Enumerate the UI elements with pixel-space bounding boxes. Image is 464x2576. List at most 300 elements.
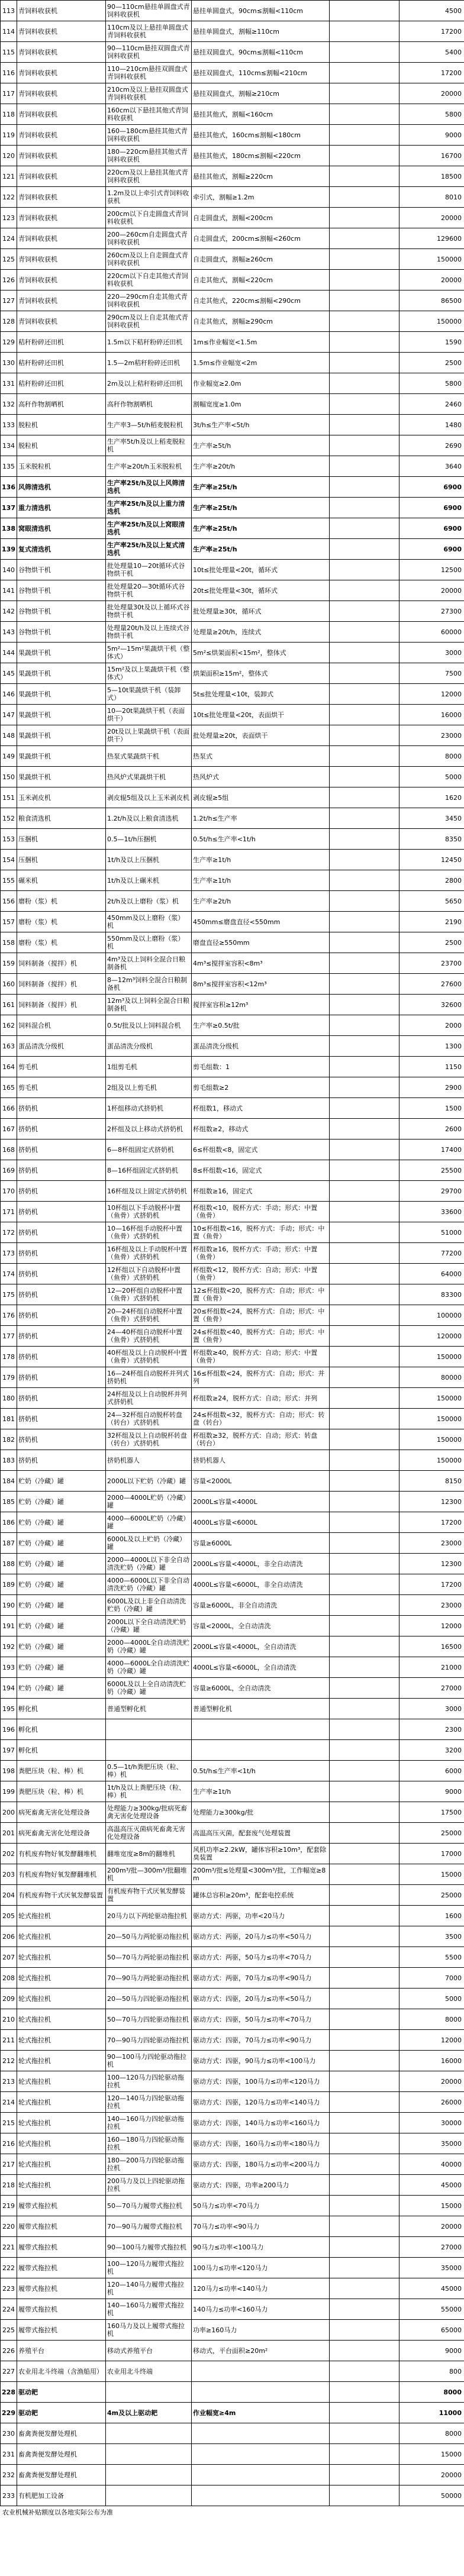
row-number: 213 (1, 2071, 17, 2092)
subsidy-amount: 150000 (399, 1429, 464, 1450)
table-row (1, 1947, 464, 1968)
table-row (1, 1844, 464, 1864)
subsidy-amount: 15000 (399, 1864, 464, 1885)
item-category: 蛋品清洗分级机 (17, 1036, 106, 1057)
item-name: 高秆作物割晒机 (106, 394, 192, 415)
grade (330, 2216, 399, 2237)
grade (330, 953, 399, 974)
row-number: 146 (1, 684, 17, 705)
row-number: 211 (1, 2030, 17, 2051)
grade (330, 932, 399, 953)
item-category: 轮式拖拉机 (17, 2113, 106, 2133)
row-number: 209 (1, 1989, 17, 2009)
subsidy-amount: 3200 (399, 1740, 464, 1761)
item-name: 220cm及以上悬挂其他式青饲料收获机 (106, 166, 192, 187)
item-category: 轮式拖拉机 (17, 1906, 106, 1926)
row-number: 175 (1, 1284, 17, 1305)
row-number: 119 (1, 125, 17, 146)
spec: 杯组数<12，脱杯方式：自动；形式：中置（鱼骨） (192, 1264, 330, 1284)
table-row (1, 1429, 464, 1450)
grade (330, 166, 399, 187)
item-name: 12—20杯组自动脱杯中置（鱼骨）式挤奶机 (106, 1284, 192, 1305)
subsidy-amount: 17400 (399, 1139, 464, 1160)
table-row (1, 1222, 464, 1243)
table-row (1, 1636, 464, 1657)
grade (330, 539, 399, 560)
subsidy-amount: 17500 (399, 1802, 464, 1823)
subsidy-amount: 32600 (399, 995, 464, 1015)
item-category: 粪肥压块（粒、棒）机 (17, 1781, 106, 1802)
table-row (1, 1471, 464, 1492)
item-name (106, 2423, 192, 2444)
grade (330, 1409, 399, 1429)
item-name: 1t/h及以上压捆机 (106, 850, 192, 870)
table-row (1, 1264, 464, 1284)
item-name: 4m³及以上饲料全混合日粮制备机 (106, 953, 192, 974)
table-row (1, 2278, 464, 2299)
item-category: 饲料制备（搅拌）机 (17, 974, 106, 995)
item-name: 50—70马力四轮驱动拖拉机 (106, 2009, 192, 2030)
table-row (1, 1139, 464, 1160)
table-row (1, 104, 464, 125)
table-row (1, 2133, 464, 2154)
grade (330, 1202, 399, 1222)
item-name: 挤奶机器人 (106, 1450, 192, 1471)
row-number: 183 (1, 1450, 17, 1471)
grade (330, 1947, 399, 1968)
item-name: 生产率≥20t/h玉米脱粒机 (106, 456, 192, 477)
row-number: 210 (1, 2009, 17, 2030)
subsidy-amount: 33600 (399, 1202, 464, 1222)
item-name: 生产率3—5t/h稻麦脱粒机 (106, 415, 192, 435)
item-name: 2组及以上剪毛机 (106, 1077, 192, 1098)
subsidy-amount: 2500 (399, 353, 464, 373)
table-row (1, 311, 464, 332)
grade (330, 435, 399, 456)
item-name: 1t/h及以上碾米机 (106, 870, 192, 891)
spec: 1.2t/h≤生产率 (192, 808, 330, 829)
row-number: 166 (1, 1098, 17, 1119)
spec: 自走圆盘式，割幅≥260cm (192, 249, 330, 270)
item-category: 青饲料收获机 (17, 104, 106, 125)
grade (330, 1989, 399, 2009)
spec: 驱动方式：四驱，160马力≤功率<180马力 (192, 2133, 330, 2154)
item-category: 粮食清选机 (17, 808, 106, 829)
subsidy-amount: 3000 (399, 643, 464, 663)
grade (330, 498, 399, 518)
item-name: 生产率25t/h及以上重力清选机 (106, 498, 192, 518)
table-row (1, 498, 464, 518)
table-row (1, 1616, 464, 1636)
item-category: 青饲料收获机 (17, 187, 106, 208)
spec: 驱动方式：四驱，50马力≤功率<70马力 (192, 2009, 330, 2030)
item-name (106, 2465, 192, 2485)
subsidy-amount: 12300 (399, 1554, 464, 1574)
subsidy-amount: 150000 (399, 1450, 464, 1471)
spec: 100马力≤功率<120马力 (192, 2258, 330, 2278)
item-name: 5—10t果蔬烘干机（装卸式） (106, 684, 192, 705)
item-name: 50—70马力两轮驱动拖拉机 (106, 1947, 192, 1968)
grade (330, 518, 399, 539)
item-name: 2m及以上秸秆粉碎还田机 (106, 373, 192, 394)
subsidy-amount: 80000 (399, 1367, 464, 1388)
item-name: 120—140马力四轮驱动拖拉机 (106, 2092, 192, 2113)
grade (330, 746, 399, 767)
grade (330, 2051, 399, 2071)
row-number: 226 (1, 2341, 17, 2361)
item-name: 6000L及以上全自动清洗贮奶（冷藏）罐 (106, 1678, 192, 1699)
subsidy-amount: 12000 (399, 1616, 464, 1636)
grade (330, 104, 399, 125)
row-number: 222 (1, 2258, 17, 2278)
table-row (1, 1554, 464, 1574)
subsidy-amount: 2500 (399, 932, 464, 953)
row-number: 143 (1, 622, 17, 643)
item-category: 挤奶机 (17, 1388, 106, 1409)
grade (330, 1636, 399, 1657)
spec: 1.5m≤作业幅宽<2m (192, 353, 330, 373)
grade (330, 1554, 399, 1574)
subsidy-amount: 8000 (399, 2382, 464, 2403)
item-category: 饲料混合机 (17, 1015, 106, 1036)
subsidy-amount: 25000 (399, 1823, 464, 1844)
row-number: 154 (1, 850, 17, 870)
table-row (1, 2382, 464, 2403)
row-number: 224 (1, 2299, 17, 2320)
spec: 驱动方式：四驱，20马力≤功率<50马力 (192, 1989, 330, 2009)
spec: 容量≥6000L，全自动清洗 (192, 1678, 330, 1699)
grade (330, 1, 399, 21)
item-category: 孵化机 (17, 1699, 106, 1719)
table-row (1, 270, 464, 290)
subsidy-amount: 23000 (399, 725, 464, 746)
subsidy-amount: 16500 (399, 1636, 464, 1657)
spec: 烘架面积≥15m²，整体式 (192, 663, 330, 684)
subsidy-amount: 150000 (399, 311, 464, 332)
item-name: 4m及以上驱动耙 (106, 2403, 192, 2423)
grade (330, 1802, 399, 1823)
spec: 20t≤批处理量<30t，循环式 (192, 580, 330, 601)
item-name: 1.2t/h及以上粮食清选机 (106, 808, 192, 829)
subsidy-amount: 50000 (399, 2485, 464, 2506)
item-category: 挤奶机 (17, 1284, 106, 1305)
spec: 割幅宽度≥1.0m (192, 394, 330, 415)
item-name: 140—160马力四轮驱动拖拉机 (106, 2113, 192, 2133)
subsidy-amount: 17200 (399, 1512, 464, 1533)
row-number: 214 (1, 2092, 17, 2113)
table-row (1, 42, 464, 63)
item-category: 履带式拖拉机 (17, 2278, 106, 2299)
spec: 剥皮辊≥5组 (192, 787, 330, 808)
item-name: 6000L及以上贮奶（冷藏）罐 (106, 1533, 192, 1554)
item-name: 70—90马力履带式拖拉机 (106, 2216, 192, 2237)
grade (330, 1699, 399, 1719)
row-number: 178 (1, 1347, 17, 1367)
item-name: 550mm及以上磨粉（浆）机 (106, 932, 192, 953)
subsidy-amount: 5400 (399, 42, 464, 63)
item-category: 挤奶机 (17, 1367, 106, 1388)
item-category: 脱粒机 (17, 435, 106, 456)
spec: 杯组数≥16，脱杯方式：手动；形式：中置（鱼骨） (192, 1243, 330, 1264)
spec: 处理量≥20t/h，连续式 (192, 622, 330, 643)
item-category: 贮奶（冷藏）罐 (17, 1595, 106, 1616)
spec: 10≤杯组数<16，脱杯方式：手动；形式：中置（鱼骨） (192, 1222, 330, 1243)
spec (192, 2382, 330, 2403)
grade (330, 146, 399, 166)
subsidy-amount: 8350 (399, 829, 464, 850)
item-name: 处理量20t/h及以上连续式谷物烘干机 (106, 622, 192, 643)
table-row (1, 643, 464, 663)
item-category: 青饲料收获机 (17, 63, 106, 83)
table-row (1, 1347, 464, 1367)
grade (330, 290, 399, 311)
subsidy-amount: 6900 (399, 498, 464, 518)
item-name: 220cm以下自走其他式青饲料收获机 (106, 270, 192, 290)
table-row (1, 1657, 464, 1678)
table-row (1, 2030, 464, 2051)
row-number: 174 (1, 1264, 17, 1284)
item-category: 挤奶机 (17, 1264, 106, 1284)
row-number: 212 (1, 2051, 17, 2071)
table-row (1, 1057, 464, 1077)
item-name: 20—50马力两轮驱动拖拉机 (106, 1926, 192, 1947)
item-category: 轮式拖拉机 (17, 1968, 106, 1989)
item-category: 贮奶（冷藏）罐 (17, 1678, 106, 1699)
table-row (1, 1077, 464, 1098)
row-number: 140 (1, 560, 17, 580)
table-row (1, 1823, 464, 1844)
table-row (1, 2009, 464, 2030)
grade (330, 1264, 399, 1284)
grade (330, 2154, 399, 2175)
table-row (1, 332, 464, 353)
grade (330, 373, 399, 394)
table-row (1, 2154, 464, 2175)
item-name: 生产率25t/h及以上风筛清选机 (106, 477, 192, 498)
table-row (1, 125, 464, 146)
grade (330, 415, 399, 435)
grade (330, 580, 399, 601)
item-name: 450mm及以上磨粉（浆）机 (106, 912, 192, 932)
row-number: 135 (1, 456, 17, 477)
row-number: 230 (1, 2423, 17, 2444)
grade (330, 63, 399, 83)
table-row (1, 1409, 464, 1429)
item-category: 轮式拖拉机 (17, 2133, 106, 2154)
item-name: 70—90马力四轮驱动拖拉机 (106, 2030, 192, 2051)
subsidy-amount: 20000 (399, 2216, 464, 2237)
subsidy-amount: 1500 (399, 1098, 464, 1119)
row-number: 118 (1, 104, 17, 125)
item-name: 15m²及以上果蔬烘干机（整体式） (106, 663, 192, 684)
grade (330, 974, 399, 995)
item-category: 青饲料收获机 (17, 208, 106, 228)
table-row (1, 1781, 464, 1802)
item-name: 高温高压灭菌病死畜禽无害化处理设备 (106, 1823, 192, 1844)
item-name: 1.5—2m秸秆粉碎还田机 (106, 353, 192, 373)
grade (330, 622, 399, 643)
table-row (1, 1098, 464, 1119)
subsidy-amount: 4500 (399, 1, 464, 21)
subsidy-amount: 86500 (399, 290, 464, 311)
row-number: 216 (1, 2133, 17, 2154)
spec: 悬挂其他式，160cm≤割幅<180cm (192, 125, 330, 146)
spec (192, 1740, 330, 1761)
table-row (1, 829, 464, 850)
row-number: 136 (1, 477, 17, 498)
item-name: 24—40杯组自动脱杯中置（鱼骨）式挤奶机 (106, 1326, 192, 1347)
item-category: 果蔬烘干机 (17, 705, 106, 725)
grade (330, 1326, 399, 1347)
spec: 驱动方式：四驱，70马力≤功率<90马力 (192, 2030, 330, 2051)
item-category: 秸秆粉碎还田机 (17, 353, 106, 373)
table-row (1, 1036, 464, 1057)
item-name: 1杯组移动式挤奶机 (106, 1098, 192, 1119)
grade (330, 1492, 399, 1512)
item-category: 履带式拖拉机 (17, 2258, 106, 2278)
spec: 4000L≤容量<6000L，非全自动清洗 (192, 1574, 330, 1595)
row-number: 187 (1, 1533, 17, 1554)
table-row (1, 1761, 464, 1781)
item-category: 玉米脱粒机 (17, 456, 106, 477)
item-name: 20—24杯组自动脱杯中置（鱼骨）式挤奶机 (106, 1305, 192, 1326)
row-number: 159 (1, 953, 17, 974)
grade (330, 2071, 399, 2092)
item-category: 挤奶机 (17, 1119, 106, 1139)
spec (192, 2465, 330, 2485)
table-row (1, 2092, 464, 2113)
row-number: 120 (1, 146, 17, 166)
spec: 驱动方式：两驱，功率<20马力 (192, 1906, 330, 1926)
table-row (1, 1015, 464, 1036)
item-category: 轮式拖拉机 (17, 2051, 106, 2071)
item-category: 青饲料收获机 (17, 290, 106, 311)
spec: 生产率≥25t/h (192, 477, 330, 498)
item-name: 批处理量10—20t循环式谷物烘干机 (106, 560, 192, 580)
item-name: 6000L及以上非全自动清洗贮奶（冷藏）罐 (106, 1595, 192, 1616)
subsidy-amount: 2690 (399, 435, 464, 456)
subsidy-amount: 150000 (399, 1347, 464, 1367)
spec: 200m³/批≤处理量<300m³/批，工作幅宽≥8m (192, 1864, 330, 1885)
subsidy-amount: 129600 (399, 228, 464, 249)
item-category: 轮式拖拉机 (17, 2092, 106, 2113)
table-row (1, 2175, 464, 2196)
item-category: 贮奶（冷藏）罐 (17, 1636, 106, 1657)
row-number: 217 (1, 2154, 17, 2175)
item-name: 0.5t/批及以上饲料混合机 (106, 1015, 192, 1036)
subsidy-amount: 1590 (399, 332, 464, 353)
subsidy-amount: 12300 (399, 1492, 464, 1512)
subsidy-amount: 65000 (399, 2320, 464, 2341)
grade (330, 83, 399, 104)
spec: 悬挂其他式，割幅≥220cm (192, 166, 330, 187)
row-number: 200 (1, 1802, 17, 1823)
row-number: 144 (1, 643, 17, 663)
item-category: 贮奶（冷藏）罐 (17, 1574, 106, 1595)
table-row (1, 1243, 464, 1264)
item-category: 履带式拖拉机 (17, 2237, 106, 2258)
item-category: 挤奶机 (17, 1139, 106, 1160)
item-category: 履带式拖拉机 (17, 2196, 106, 2216)
spec: 16≤杯组数<24，脱杯方式：自动；形式：并列 (192, 1367, 330, 1388)
item-name: 1t/h及以上粪肥压块（粒、棒）机 (106, 1781, 192, 1802)
row-number: 148 (1, 725, 17, 746)
item-category: 压捆机 (17, 850, 106, 870)
grade (330, 1450, 399, 1471)
item-category: 挤奶机 (17, 1429, 106, 1450)
row-number: 158 (1, 932, 17, 953)
subsidy-amount: 23000 (399, 1595, 464, 1616)
row-number: 137 (1, 498, 17, 518)
table-row (1, 1906, 464, 1926)
item-name: 70—90马力两轮驱动拖拉机 (106, 1968, 192, 1989)
subsidy-amount: 20000 (399, 270, 464, 290)
item-category: 青饲料收获机 (17, 1, 106, 21)
row-number: 229 (1, 2403, 17, 2423)
subsidy-amount: 16700 (399, 146, 464, 166)
subsidy-amount: 2460 (399, 394, 464, 415)
table-row (1, 249, 464, 270)
row-number: 128 (1, 311, 17, 332)
item-name: 农业用北斗终端 (106, 2361, 192, 2382)
grade (330, 767, 399, 787)
spec: 作业幅宽≥4m (192, 2403, 330, 2423)
table-row (1, 601, 464, 622)
table-row (1, 208, 464, 228)
spec: 生产率≥2t/h (192, 891, 330, 912)
subsidy-amount: 35000 (399, 2258, 464, 2278)
item-category: 病死畜禽无害化处理设备 (17, 1802, 106, 1823)
item-category: 青饲料收获机 (17, 166, 106, 187)
item-name: 2000L以下贮奶（冷藏）罐 (106, 1471, 192, 1492)
grade (330, 1284, 399, 1305)
table-row (1, 2258, 464, 2278)
row-number: 207 (1, 1947, 17, 1968)
subsidy-amount: 20000 (399, 83, 464, 104)
row-number: 206 (1, 1926, 17, 1947)
subsidy-amount: 6900 (399, 539, 464, 560)
item-name: 90—100马力履带式拖拉机 (106, 2237, 192, 2258)
row-number: 193 (1, 1657, 17, 1678)
grade (330, 1388, 399, 1409)
spec: 驱动方式：两驱，50马力≤功率<70马力 (192, 1947, 330, 1968)
item-category: 青饲料收获机 (17, 83, 106, 104)
row-number: 150 (1, 767, 17, 787)
row-number: 223 (1, 2278, 17, 2299)
row-number: 131 (1, 373, 17, 394)
spec: 风机功率≥2.2kW，罐体容积≥10m³，配套除臭装置 (192, 1844, 330, 1864)
grade (330, 2278, 399, 2299)
grade (330, 1595, 399, 1616)
grade (330, 1781, 399, 1802)
table-row (1, 1926, 464, 1947)
item-name (106, 1740, 192, 1761)
spec (192, 2444, 330, 2465)
row-number: 180 (1, 1388, 17, 1409)
row-number: 125 (1, 249, 17, 270)
item-category: 贮奶（冷藏）罐 (17, 1512, 106, 1533)
item-category: 挤奶机 (17, 1098, 106, 1119)
spec: 2000L≤容量<4000L，全自动清洗 (192, 1636, 330, 1657)
table-row (1, 663, 464, 684)
grade (330, 1367, 399, 1388)
table-row (1, 1989, 464, 2009)
row-number: 132 (1, 394, 17, 415)
subsidy-amount: 1300 (399, 1036, 464, 1057)
row-number: 218 (1, 2175, 17, 2196)
subsidy-amount: 5500 (399, 1947, 464, 1968)
spec: 3t/h≤生产率<5t/h (192, 415, 330, 435)
